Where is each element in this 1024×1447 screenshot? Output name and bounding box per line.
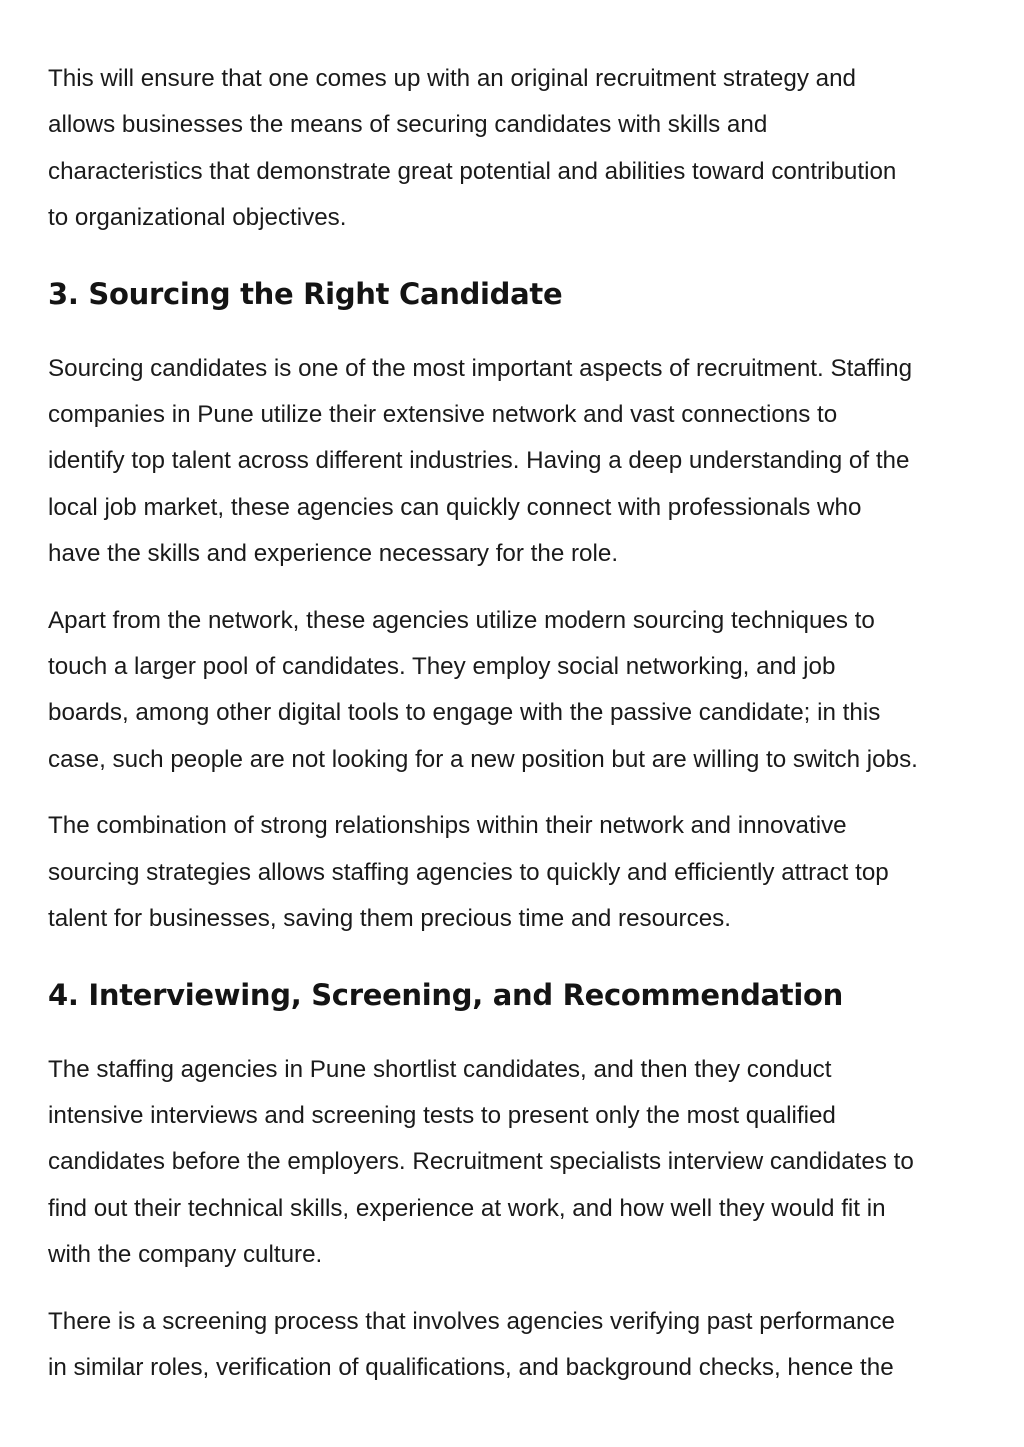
text-line: to organizational objectives. <box>48 204 347 232</box>
text-line: case, such people are not looking for a new position but are willing to switch jobs. <box>48 745 918 773</box>
text-line: in similar roles, verification of qualifications, and background checks, hence the <box>48 1353 894 1381</box>
intro-paragraph <box>48 56 988 242</box>
text-line: talent for businesses, saving them precious time and resources. <box>48 905 731 933</box>
text-line: boards, among other digital tools to engage with the passive candidate; in this <box>48 699 881 727</box>
text-line: find out their technical skills, experience at work, and how well they would fit in <box>48 1194 886 1222</box>
text-line: The staffing agencies in Pune shortlist candidates, and then they conduct <box>48 1055 832 1083</box>
text-line: Apart from the network, these agencies utilize modern sourcing techniques to <box>48 606 875 634</box>
text-line: The combination of strong relationships within their network and innovative <box>48 812 847 840</box>
text-line: companies in Pune utilize their extensive network and vast connections to <box>48 401 838 429</box>
text-line: This will ensure that one comes up with an original recruitment strategy and <box>48 65 856 92</box>
section-4-paragraph-1 <box>48 1047 988 1279</box>
text-line: have the skills and experience necessary for the role. <box>48 540 619 568</box>
text-line: There is a screening process that involves agencies verifying past performance <box>48 1307 895 1335</box>
section-3-paragraph-1 <box>48 346 988 578</box>
text-line: allows businesses the means of securing candidates with skills and <box>48 111 768 139</box>
section-3-paragraph-2 <box>48 598 988 784</box>
text-line: identify top talent across different industries. Having a deep understanding of the <box>48 447 910 475</box>
text-line: local job market, these agencies can quickly connect with professionals who <box>48 493 862 521</box>
text-line: characteristics that demonstrate great potential and abilities toward contribution <box>48 157 897 185</box>
section-4-heading: 4. Interviewing, Screening, and Recommendation <box>48 977 843 1012</box>
section-4-paragraph-2 <box>48 1299 988 1392</box>
text-line: intensive interviews and screening tests to present only the most qualified <box>48 1101 836 1129</box>
document-page <box>48 56 988 1391</box>
section-3-paragraph-3 <box>48 803 988 942</box>
text-line: touch a larger pool of candidates. They employ social networking, and job <box>48 653 836 681</box>
text-line: sourcing strategies allows staffing agencies to quickly and efficiently attract top <box>48 858 889 886</box>
section-3-heading: 3. Sourcing the Right Candidate <box>48 276 563 311</box>
text-line: Sourcing candidates is one of the most important aspects of recruitment. Staffing <box>48 354 913 382</box>
text-line: candidates before the employers. Recruitment specialists interview candidates to <box>48 1148 914 1176</box>
text-line: with the company culture. <box>48 1241 323 1269</box>
